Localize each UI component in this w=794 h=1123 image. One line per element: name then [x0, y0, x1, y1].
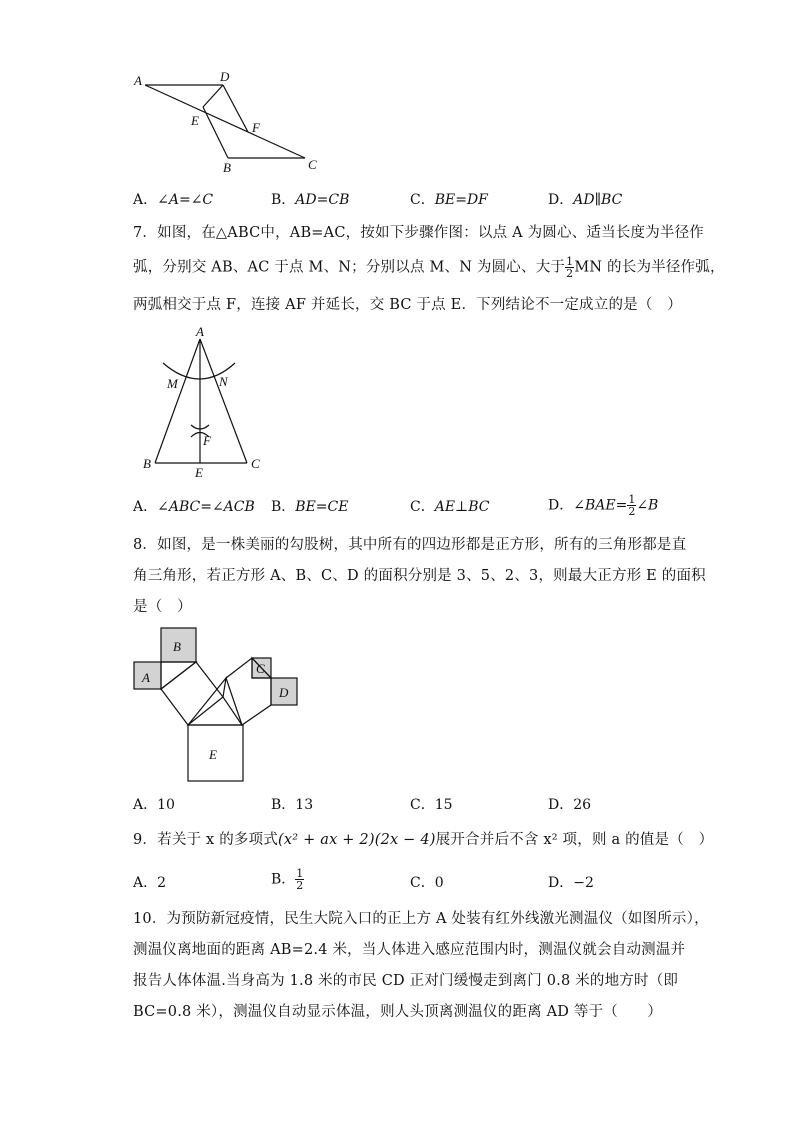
q7-stem-line-2: 弧，分别交 AB、AC 于点 M、N；分别以点 M、N 为圆心、大于 $\frac{1}{2}$ MN 的长为半径作弧， — [133, 255, 725, 280]
q6-segment-AC — [145, 85, 305, 158]
q8-option-a[interactable]: A．10 — [133, 797, 175, 813]
q9-option-b-fraction: $\frac{1}{2}$ — [296, 867, 304, 892]
q8-label-B: B — [173, 639, 181, 654]
q8-label-E: E — [209, 747, 217, 762]
q7-label-F: F — [203, 433, 211, 448]
q9-expression: (x² + ax + 2)(2x − 4) — [278, 832, 436, 848]
q8-label-D: D — [279, 685, 289, 700]
q7-option-d[interactable]: D．∠BAE= $\frac{1}{2}$ ∠B — [548, 493, 659, 518]
q8-stem-line-2: 角三角形，若正方形 A、B、C、D 的面积分别是 3、5、2、3，则最大正方形 E 的面积 — [133, 568, 706, 584]
q9-option-c[interactable]: C．0 — [410, 875, 444, 891]
q6-segment-EB — [203, 107, 228, 158]
q7-option-a[interactable]: A．∠ABC=∠ACB — [133, 499, 255, 515]
q7-stem-line-3: 两弧相交于点 F，连接 AF 并延长，交 BC 于点 E．下列结论不一定成立的是（ ） — [133, 297, 682, 313]
q10-stem-line-2: 测温仪离地面的距离 AB=2.4 米，当人体进入感应范围内时，测温仪就会自动测温并 — [133, 942, 686, 958]
q6-label-D: D — [220, 69, 230, 84]
q7-option-b[interactable]: B．BE=CE — [271, 499, 349, 515]
q7-label-C: C — [251, 456, 260, 471]
q7-figure — [135, 325, 270, 480]
q7-label-E: E — [195, 465, 203, 480]
q7-segment-AB — [155, 339, 200, 463]
q8-triangle-top-left — [161, 662, 196, 689]
q7-label-B: B — [143, 456, 151, 471]
q6-label-C: C — [308, 157, 317, 172]
q6-label-F: F — [252, 120, 260, 135]
q8-option-c[interactable]: C．15 — [410, 797, 453, 813]
q10-stem-line-1: 10．为预防新冠疫情，民生大院入口的正上方 A 处装有红外线激光测温仪（如图所示）， — [133, 911, 709, 927]
q7-stem-line-1: 7．如图，在△ABC中，AB=AC，按如下步骤作图：以点 A 为圆心、适当长度为半径作 — [133, 225, 704, 241]
q6-option-b[interactable]: B．AD=CB — [271, 192, 350, 208]
q6-label-B: B — [223, 160, 231, 175]
q7-label-N: N — [219, 374, 228, 389]
q8-stem-line-1: 8．如图，是一株美丽的勾股树，其中所有的四边形都是正方形，所有的三角形都是直 — [133, 537, 687, 553]
q7-fraction: $\frac{1}{2}$ — [566, 255, 574, 280]
q9-option-a[interactable]: A．2 — [133, 875, 167, 891]
q7-label-M: M — [167, 376, 178, 391]
q8-label-C: C — [256, 661, 265, 676]
q6-segment-DF — [223, 85, 248, 132]
q6-label-A: A — [134, 73, 142, 88]
q8-stem-line-3: 是（ ） — [133, 599, 192, 615]
q6-label-E: E — [191, 113, 199, 128]
q7-option-c[interactable]: C．AE⊥BC — [410, 499, 490, 515]
q9-option-d[interactable]: D．−2 — [548, 875, 594, 891]
q10-stem-line-3: 报告人体体温.当身高为 1.8 米的市民 CD 正对门缓慢走到离门 0.8 米的地方时（即 — [133, 973, 679, 989]
q7-label-A: A — [196, 325, 204, 339]
q7-option-d-fraction: $\frac{1}{2}$ — [628, 493, 636, 518]
q6-option-d[interactable]: D．AD∥BC — [548, 192, 623, 208]
q6-segment-DB — [203, 85, 223, 107]
q9-option-b[interactable]: B． $\frac{1}{2}$ — [271, 867, 304, 892]
q6-option-a[interactable]: A．∠A=∠C — [133, 192, 214, 208]
q6-option-c[interactable]: C．BE=DF — [410, 192, 488, 208]
q8-label-A: A — [142, 670, 150, 685]
q10-stem-line-4: BC=0.8 米），测温仪自动显示体温，则人头顶离测温仪的距离 AD 等于（ ） — [133, 1004, 663, 1020]
q8-option-b[interactable]: B．13 — [271, 797, 314, 813]
q6-figure — [125, 65, 335, 180]
q8-figure — [130, 625, 305, 785]
q8-option-d[interactable]: D．26 — [548, 797, 592, 813]
q9-stem: 9．若关于 x 的多项式(x² + ax + 2)(2x − 4)展开合并后不含 x² 项，则 a 的值是（ ） — [133, 832, 714, 848]
